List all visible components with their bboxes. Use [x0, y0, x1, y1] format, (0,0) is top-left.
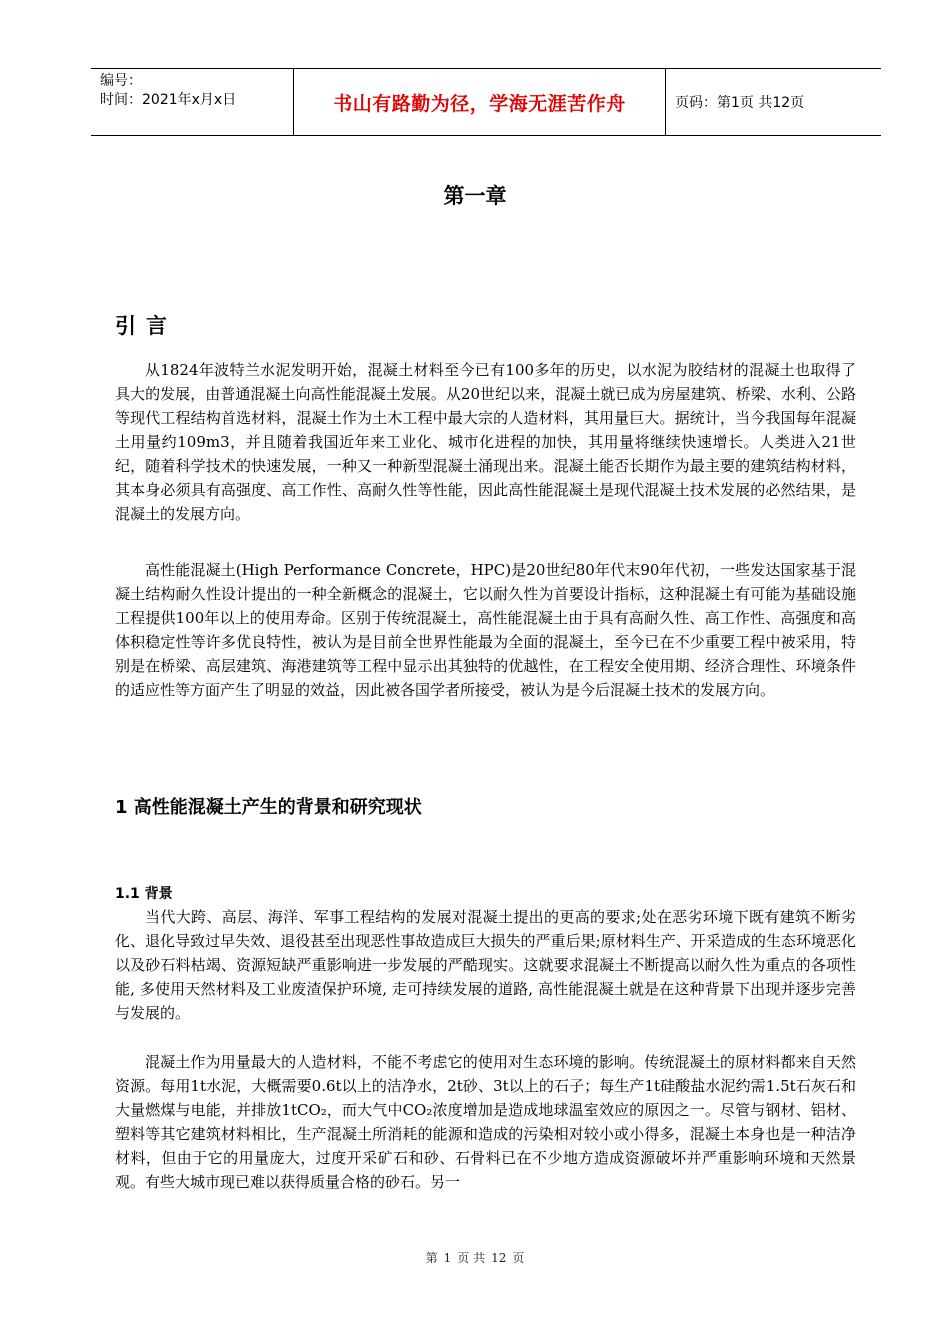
footer-total-pages: 12 — [491, 1251, 507, 1265]
chapter-title: 第一章 — [443, 184, 507, 208]
time-label: 时间：2021年x月x日 — [100, 92, 237, 108]
footer-prefix: 第 — [425, 1251, 438, 1265]
paragraph: 高性能混凝土(High Performance Concrete，HPC)是20世纪80年代末90年代初，一些发达国家基于混凝土结构耐久性设计提出的一种全新概念的混凝土，它以耐久性为首要设计指标，这种混凝土有可能为基础设施工程提供100年以上的使用寿命。区别于传统混凝土，高性能混凝土由于具有高耐久性、高工作性、高强度和高体积稳定性等许多优良特性，被认为是目前全世界性能最为全面的混凝土，至今已在不少重要工程中被采用，特别是在桥梁、高层建筑、海港建筑等工程中显示出其独特的优越性，在工程安全使用期、经济合理性、环境条件的适应性等方面产生了明显的效益，因此被各国学者所接受，被认为是今后混凝土技术的发展方向。 — [115, 561, 856, 699]
header-page-info: 页码：第1页 共12页 — [675, 95, 805, 111]
subsection-heading: 1.1 背景 — [115, 886, 173, 902]
footer-page-number: 1 — [443, 1251, 452, 1265]
footer-mid: 页 共 — [457, 1251, 486, 1265]
paragraph: 当代大跨、高层、海洋、军事工程结构的发展对混凝土提出的更高的要求;处在恶劣环境下既有建筑不断劣化、退化导致过早失效、退役甚至出现恶性事故造成巨大损失的严重后果;原材料生产、开采造成的生态环境恶化以及砂石料枯竭、资源短缺严重影响进一步发展的严酷现实。这就要求混凝土不断提高以耐久性为重点的各项性能, 多使用天然材料及工业废渣保护环境, 走可持续发展的道路, 高性能混凝土就是在这种背景下出现并逐步完善与发展的。 — [115, 908, 856, 1022]
section-heading: 1 高性能混凝土产生的背景和研究现状 — [115, 797, 422, 818]
header-meta — [91, 69, 293, 135]
number-label: 编号： — [100, 73, 142, 89]
paragraph: 从1824年波特兰水泥发明开始，混凝土材料至今已有100多年的历史，以水泥为胶结材的混凝土也取得了具大的发展，由普通混凝土向高性能混凝土发展。从20世纪以来，混凝土就已成为房屋建筑、桥梁、水利、公路等现代工程结构首选材料，混凝土作为土木工程中最大宗的人造材料，其用量巨大。据统计，当今我国每年混凝土用量约109m3，并且随着我国近年来工业化、城市化进程的加快，其用量将继续快速增长。人类进入21世纪，随着科学技术的快速发展，一种又一种新型混凝土涌现出来。混凝土能否长期作为最主要的建筑结构材料，其本身必须具有高强度、高工作性、高耐久性等性能，因此高性能混凝土是现代混凝土技术发展的必然结果，是混凝土的发展方向。 — [115, 361, 856, 523]
paragraph: 混凝土作为用量最大的人造材料，不能不考虑它的使用对生态环境的影响。传统混凝土的原材料都来自天然资源。每用1t水泥，大概需要0.6t以上的洁净水，2t砂、3t以上的石子；每生产1t硅酸盐水泥约需1.5t石灰石和大量燃煤与电能，并排放1tCO₂，而大气中CO₂浓度增加是造成地球温室效应的原因之一。尽管与钢材、铝材、塑料等其它建筑材料相比，生产混凝土所消耗的能源和造成的污染相对较小或小得多，混凝土本身也是一种洁净材料，但由于它的用量庞大，过度开采矿石和砂、石骨料已在不少地方造成资源破坏并严重影响环境和天然景观。有些大城市现已难以获得质量合格的砂石。另一 — [115, 1053, 856, 1191]
page-footer — [0, 1249, 950, 1266]
intro-heading: 引言 — [115, 314, 177, 338]
footer-suffix: 页 — [512, 1251, 525, 1265]
document-header — [91, 68, 881, 136]
header-motto: 书山有路勤为径，学海无涯苦作舟 — [293, 69, 666, 135]
